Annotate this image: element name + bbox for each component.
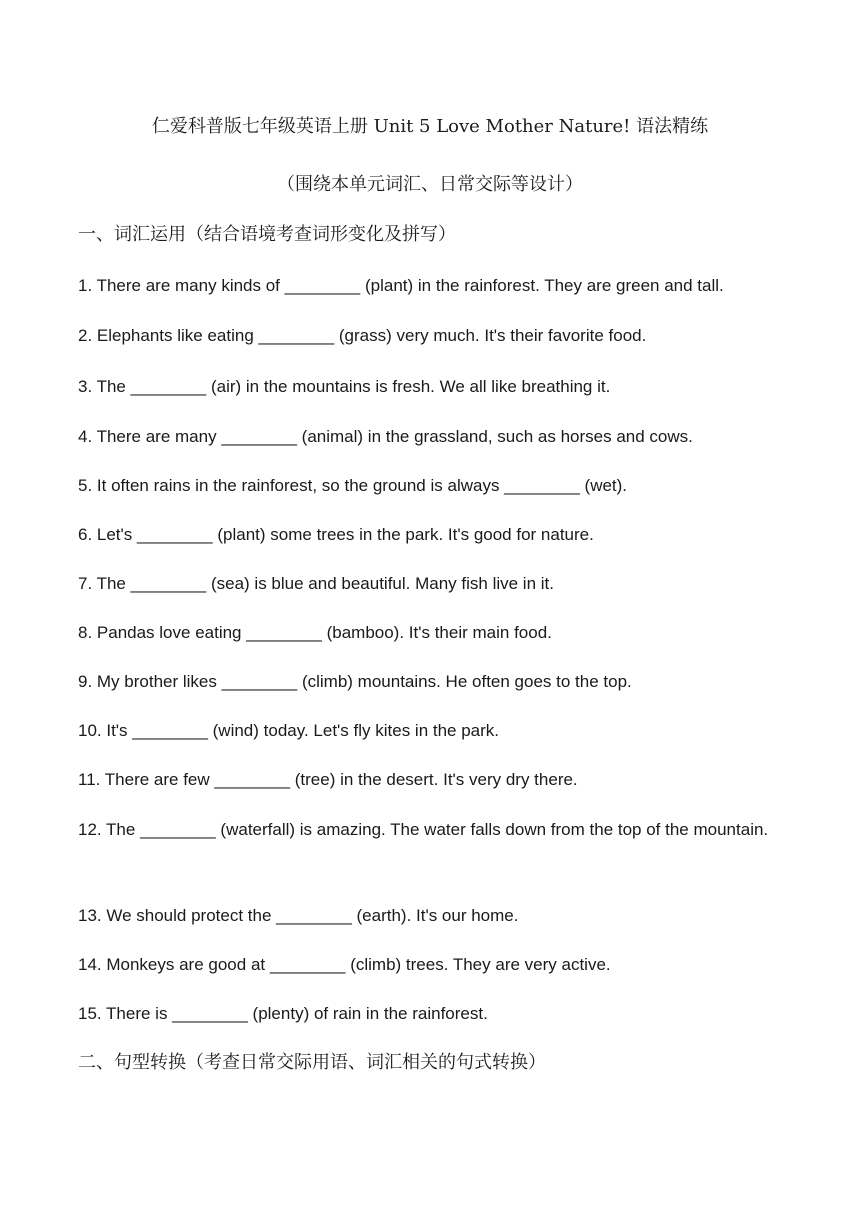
question-14: 14. Monkeys are good at ________ (climb) trees. They are very active. — [78, 955, 611, 974]
section-2-heading: 二、句型转换（考查日常交际用语、词汇相关的句式转换） — [78, 1052, 546, 1073]
question-4: 4. There are many ________ (animal) in the grassland, such as horses and cows. — [78, 427, 693, 446]
question-15: 15. There is ________ (plenty) of rain in the rainforest. — [78, 1004, 488, 1023]
question-2: 2. Elephants like eating ________ (grass) very much. It's their favorite food. — [78, 326, 647, 345]
section-1-heading: 一、词汇运用（结合语境考查词形变化及拼写） — [78, 224, 456, 245]
question-9: 9. My brother likes ________ (climb) mountains. He often goes to the top. — [78, 672, 632, 691]
question-13: 13. We should protect the ________ (earth). It's our home. — [78, 906, 519, 925]
question-7: 7. The ________ (sea) is blue and beautiful. Many fish live in it. — [78, 574, 554, 593]
page-subtitle: （围绕本单元词汇、日常交际等设计） — [277, 174, 583, 195]
page-title: 仁爱科普版七年级英语上册 Unit 5 Love Mother Nature! 语法精练 — [151, 116, 709, 137]
question-8: 8. Pandas love eating ________ (bamboo). It's their main food. — [78, 623, 552, 642]
question-12: 12. The ________ (waterfall) is amazing. The water falls down from the top of the mountain. — [78, 820, 769, 839]
question-6: 6. Let's ________ (plant) some trees in the park. It's good for nature. — [78, 525, 594, 544]
question-10: 10. It's ________ (wind) today. Let's fly kites in the park. — [78, 721, 500, 740]
question-11: 11. There are few ________ (tree) in the desert. It's very dry there. — [78, 770, 578, 789]
question-5: 5. It often rains in the rainforest, so the ground is always ________ (wet). — [78, 476, 628, 495]
question-1: 1. There are many kinds of ________ (plant) in the rainforest. They are green and tall. — [78, 276, 724, 295]
question-3: 3. The ________ (air) in the mountains is fresh. We all like breathing it. — [78, 377, 611, 396]
